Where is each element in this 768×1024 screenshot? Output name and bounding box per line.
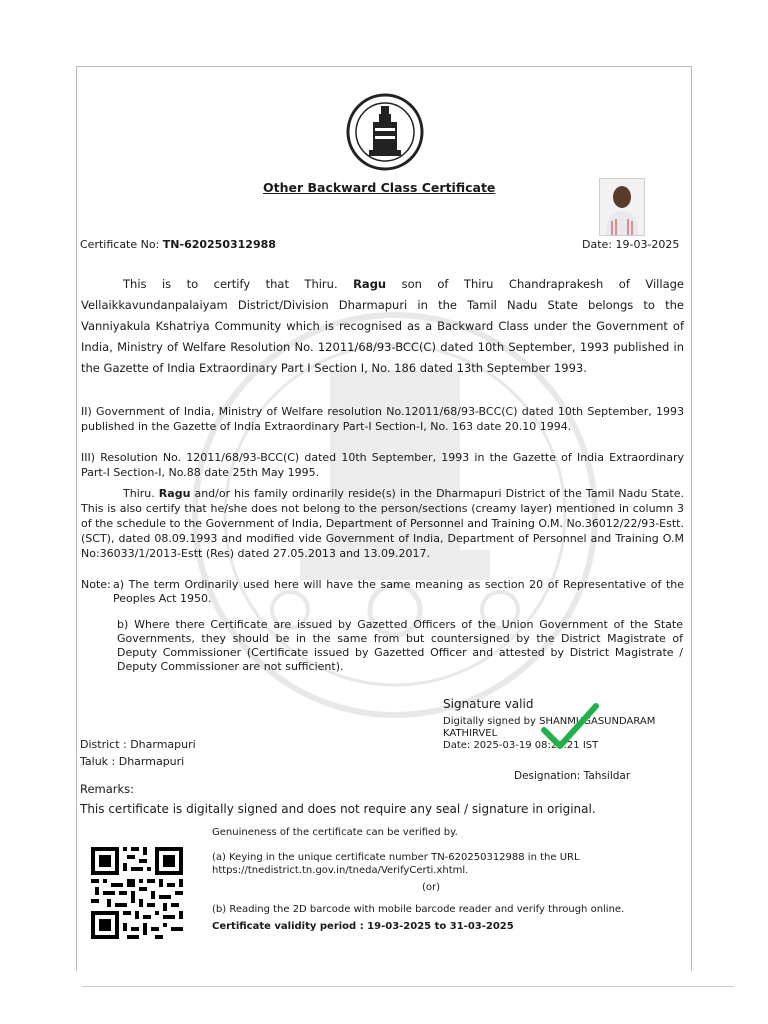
- verify-intro: Genuineness of the certificate can be verified by.: [212, 827, 458, 838]
- district: District : Dharmapuri: [80, 738, 196, 751]
- residence-text: Thiru.: [123, 487, 159, 500]
- certificate-number-label: Certificate No:: [80, 238, 163, 251]
- page-divider: [82, 986, 734, 987]
- residence-paragraph: [81, 486, 684, 561]
- issue-date: [582, 238, 679, 251]
- validity-period: Certificate validity period : 19-03-2025 to 31-03-2025: [212, 921, 514, 932]
- signer-name: KATHIRVEL: [443, 728, 498, 739]
- issue-date-value: 19-03-2025: [615, 238, 680, 251]
- residence-text-cont: and/or his family ordinarily reside(s) in the Dharmapuri District of the Tamil Nadu State. This is also certify that he/she does not belong to the person/sections (creamy layer) mentioned in column 3 of the schedule to the Government of India, Department of Personnel and Training O.M. No.36012/22/93-Estt.(SCT), dated 08.09.1993 and modified vide Government of India, Department of Personnel and Training O.M No:36033/1/2013-Estt (Res) dated 27.05.2013 and 13.09.2017.: [81, 487, 685, 560]
- signature-date: Date: 2025-03-19 08:26:21 IST: [443, 740, 599, 751]
- digital-sign-note: This certificate is digitally signed and does not require any seal / signature in original.: [80, 802, 596, 816]
- note-label: Note:: [81, 578, 111, 591]
- applicant-name-2: Ragu: [158, 487, 191, 500]
- issue-date-label: Date:: [582, 238, 616, 251]
- taluk: Taluk : Dharmapuri: [80, 755, 185, 768]
- certification-text-cont: son of Thiru Chandraprakesh of Village Vellaikkavundanpalaiyam District/Division Dharmapuri in the Tamil Nadu State belongs to the Vanniyakula Kshatriya Community which is recognised as a Backward Class under the Government of India, Ministry of Welfare Resolution No. 12011/68/93-BCC(C) dated 10th September, 1993 published in the Gazette of India Extraordinary Part I Section I, No. 186 dated 13th September 1993.: [81, 277, 684, 375]
- note-b: b) Where there Certificate are issued by Gazetted Officers of the Union Government of the State Governments, they should be in the same from but countersigned by the District Magistrate of Deputy Commissioner (Certificate issued by Gazetted Officer and attested by District Magistrate / Deputy Commissioner are not sufficient).: [117, 618, 683, 673]
- certificate-number: [80, 238, 276, 251]
- applicant-photo: [599, 178, 645, 236]
- signature-valid-label: Signature valid: [443, 697, 534, 711]
- tamil-nadu-emblem-icon: [345, 92, 425, 172]
- qr-code[interactable]: [91, 846, 183, 940]
- certification-paragraph: [81, 274, 684, 379]
- location-block: [80, 736, 196, 770]
- verify-option-b: (b) Reading the 2D barcode with mobile barcode reader and verify through online.: [212, 904, 625, 915]
- note-a: [81, 578, 684, 610]
- verify-or: (or): [422, 882, 441, 893]
- certificate-number-value: TN-620250312988: [162, 238, 276, 251]
- note-a-text: a) The term Ordinarily used here will have the same meaning as section 20 of Representative of the Peoples Act 1950.: [113, 578, 684, 605]
- applicant-name: Ragu: [353, 277, 387, 291]
- verify-option-a: (a) Keying in the unique certificate number TN-620250312988 in the URL https://tnedistrict.tn.gov.in/tneda/VerifyCerti.xhtml.: [212, 852, 580, 876]
- resolution-paragraph-2: II) Government of India, Ministry of Welfare resolution No.12011/68/93-BCC(C) dated 10th September, 1993 published in the Gazette of India Extraordinary Part-I Section-I, No. 163 date 20.10 1994.: [81, 405, 684, 433]
- page-title: Other Backward Class Certificate: [263, 180, 496, 195]
- certification-text: This is to certify that Thiru.: [123, 277, 354, 291]
- resolution-paragraph-3: III) Resolution No. 12011/68/93-BCC(C) dated 10th September, 1993 in the Gazette of India Extraordinary Part-I Section-I, No.88 date 25th May 1995.: [81, 451, 684, 479]
- remarks-label: Remarks:: [80, 782, 135, 796]
- check-icon: [540, 700, 600, 752]
- designation: Designation: Tahsildar: [514, 770, 631, 782]
- signed-by: Digitally signed by SHANMUGASUNDARAM: [443, 716, 656, 727]
